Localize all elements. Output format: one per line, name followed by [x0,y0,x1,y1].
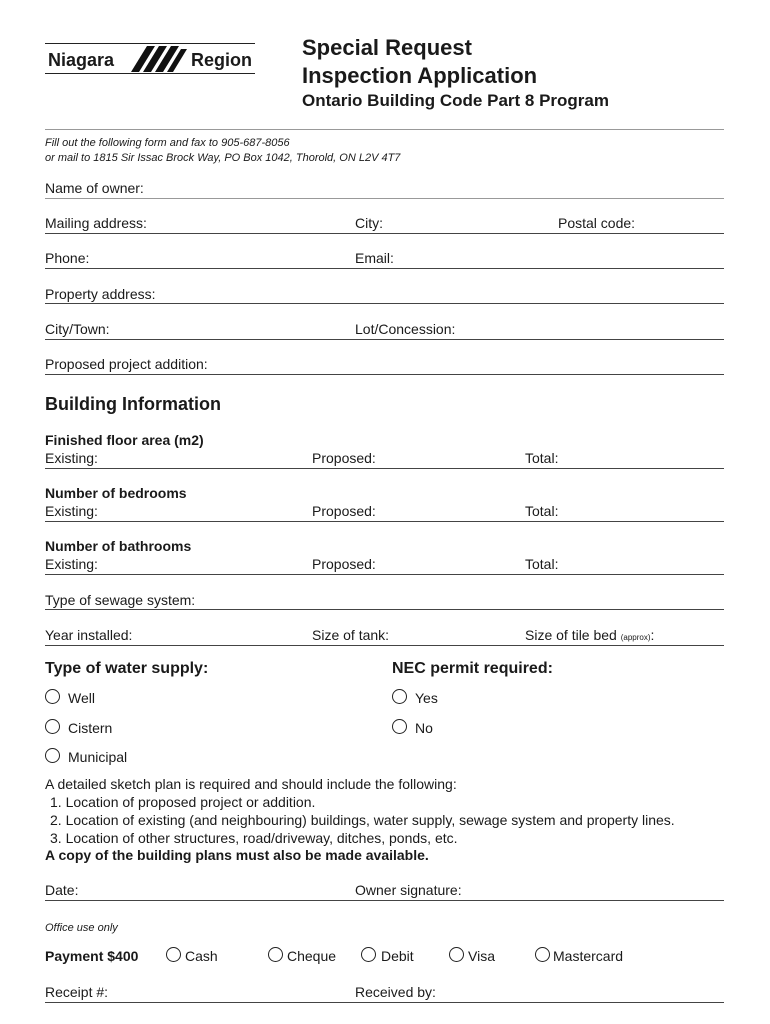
tile-bed-label [525,627,654,646]
form-title-line2: Inspection Application [302,63,538,88]
logo-mark-icon [129,44,189,73]
floor-area-field[interactable] [45,468,724,469]
logo-left-word: Niagara [48,50,115,70]
nec-yes-label: Yes [415,690,438,706]
sketch-item-1: 1. Location of proposed project or addition. [50,794,316,810]
year-installed-label: Year installed: [45,627,133,643]
lot-concession-label: Lot/Concession: [355,321,456,337]
form-title-line1: Special Request [302,35,472,60]
water-cistern-label: Cistern [68,720,113,736]
payment-label: Payment $400 [45,948,139,964]
office-use-label: Office use only [45,922,118,934]
payment-cash-radio[interactable] [166,947,181,962]
payment-mastercard-radio[interactable] [535,947,550,962]
tile-bed-text: Size of tile bed [525,627,617,643]
nec-permit-heading: NEC permit required: [392,660,553,677]
proposed-project-field[interactable] [45,374,724,375]
proposed-project-label: Proposed project addition: [45,356,208,372]
owner-name-label: Name of owner: [45,180,144,196]
payment-cash-label: Cash [185,948,218,964]
bathrooms-existing-label: Existing: [45,556,98,572]
postal-code-label: Postal code: [558,215,636,231]
property-address-label: Property address: [45,286,156,302]
sewage-system-label: Type of sewage system: [45,592,196,608]
sketch-item-2: 2. Location of existing (and neighbouring) buildings, water supply, sewage system and property lines. [50,812,675,828]
email-label: Email: [355,250,394,266]
receipt-field[interactable] [45,1002,724,1003]
payment-visa-radio[interactable] [449,947,464,962]
owner-name-field[interactable] [45,198,724,199]
floor-proposed-label: Proposed: [312,450,376,466]
instructions-line2: or mail to 1815 Sir Issac Brock Way, PO Box 1042, Thorold, ON L2V 4T7 [45,152,401,164]
payment-mastercard-label: Mastercard [553,948,624,964]
bathrooms-total-label: Total: [525,556,559,572]
tile-bed-colon: : [650,627,655,643]
water-well-radio[interactable] [45,689,60,704]
tile-bed-approx: (approx) [620,633,651,642]
bathrooms-proposed-label: Proposed: [312,556,376,572]
logo-right-word: Region [191,50,252,70]
form-subtitle: Ontario Building Code Part 8 Program [302,91,609,110]
payment-cheque-radio[interactable] [268,947,283,962]
bathrooms-heading: Number of bathrooms [45,538,192,554]
bedrooms-proposed-label: Proposed: [312,503,376,519]
logo [45,43,255,77]
city-town-label: City/Town: [45,321,110,337]
nec-no-radio[interactable] [392,719,407,734]
property-address-field[interactable] [45,303,724,304]
mailing-address-label: Mailing address: [45,215,147,231]
city-town-field[interactable] [45,339,724,340]
date-label: Date: [45,882,79,898]
instructions-line1: Fill out the following form and fax to 905-687-8056 [45,137,290,149]
water-municipal-label: Municipal [68,749,128,765]
phone-label: Phone: [45,250,90,266]
nec-no-label: No [415,720,433,736]
received-by-label: Received by: [355,984,436,1000]
phone-email-field[interactable] [45,268,724,269]
sewage-system-field[interactable] [45,609,724,610]
water-well-label: Well [68,690,95,706]
receipt-label: Receipt #: [45,984,109,1000]
bedrooms-heading: Number of bedrooms [45,485,187,501]
bathrooms-field[interactable] [45,574,724,575]
water-cistern-radio[interactable] [45,719,60,734]
mailing-address-field[interactable] [45,233,724,234]
sketch-item-3: 3. Location of other structures, road/driveway, ditches, ponds, etc. [50,830,458,846]
water-municipal-radio[interactable] [45,748,60,763]
floor-existing-label: Existing: [45,450,98,466]
year-tank-field[interactable] [45,645,724,646]
water-supply-heading: Type of water supply: [45,660,209,677]
floor-area-heading: Finished floor area (m2) [45,432,204,448]
city-label: City: [355,215,383,231]
payment-visa-label: Visa [468,948,495,964]
bedrooms-total-label: Total: [525,503,559,519]
payment-debit-radio[interactable] [361,947,376,962]
owner-signature-label: Owner signature: [355,882,462,898]
payment-debit-label: Debit [381,948,414,964]
bedrooms-existing-label: Existing: [45,503,98,519]
sketch-note: A copy of the building plans must also be made available. [45,847,429,863]
nec-yes-radio[interactable] [392,689,407,704]
date-signature-field[interactable] [45,900,724,901]
sketch-intro: A detailed sketch plan is required and should include the following: [45,776,457,792]
tank-size-label: Size of tank: [312,627,390,643]
payment-cheque-label: Cheque [287,948,337,964]
bedrooms-field[interactable] [45,521,724,522]
header-divider [45,129,724,130]
floor-total-label: Total: [525,450,559,466]
building-info-heading: Building Information [45,394,221,414]
